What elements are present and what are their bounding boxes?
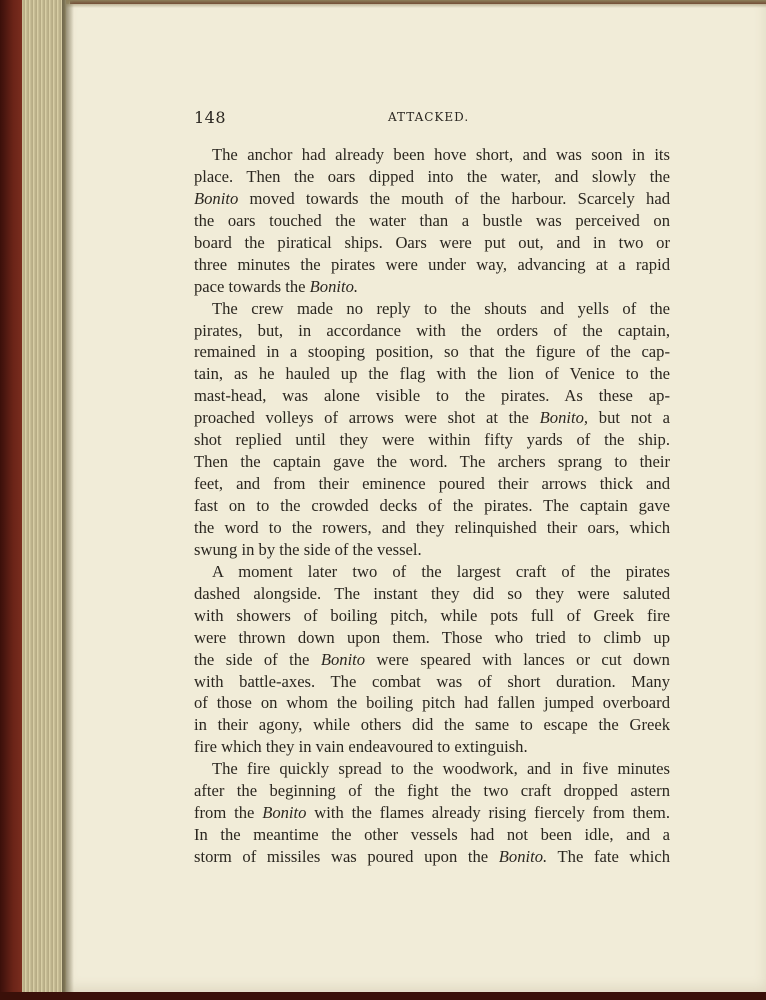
text-segment: in their agony, while others did the same to escape the Greek (194, 715, 670, 735)
text-segment: the oars touched the water than a bustle was perceived on (194, 210, 670, 230)
text-line (194, 846, 670, 868)
text-segment: the word to the rowers, and they relinquished their oars, which (194, 517, 670, 537)
text-segment: proached volleys of arrows were shot at the (194, 408, 540, 428)
text-segment: remained in a stooping position, so that the figure of the cap- (194, 342, 670, 362)
text-line (194, 232, 670, 254)
text-line (194, 517, 670, 539)
text-line (194, 429, 670, 451)
text-line (194, 363, 670, 385)
page-bottom-edge (0, 992, 766, 1000)
text-line (194, 649, 670, 671)
text-segment: storm of missiles was poured upon the (194, 847, 499, 866)
text-line (194, 341, 670, 363)
text-segment: of those on whom the boiling pitch had fallen jumped overboard (194, 693, 670, 713)
running-head: ATTACKED. (388, 110, 470, 124)
text-line (194, 714, 670, 736)
text-segment: pirates, but, in accordance with the orders of the captain, (194, 320, 670, 340)
text-line (194, 144, 670, 166)
italic-ship-name: Bonito (320, 649, 366, 669)
text-line (194, 385, 670, 407)
text-line (194, 802, 670, 824)
text-line (194, 407, 670, 429)
body-text (194, 144, 670, 868)
text-line (194, 824, 670, 846)
text-segment: The crew made no reply to the shouts and yells of the (212, 298, 670, 318)
text-segment: swung in by the side of the vessel. (194, 539, 422, 559)
text-segment: board the piratical ships. Oars were put out, and in two or (194, 232, 670, 252)
text-segment: with showers of boiling pitch, while pots full of Greek fire (194, 605, 670, 625)
text-line (194, 539, 670, 561)
text-line (194, 692, 670, 714)
text-line (194, 254, 670, 276)
text-segment: tain, as he hauled up the flag with the lion of Venice to the (194, 364, 670, 384)
text-segment: Then the captain gave the word. The archers sprang to their (194, 452, 670, 472)
text-segment: The fate which (547, 847, 670, 866)
gutter-shadow (62, 0, 74, 1000)
text-line (194, 671, 670, 693)
text-line (194, 188, 670, 210)
italic-ship-name: Bonito. (498, 847, 548, 866)
text-segment: with the flames already rising fiercely from them. (306, 803, 670, 823)
text-line (194, 605, 670, 627)
text-segment: with battle-axes. The combat was of short duration. Many (194, 671, 670, 691)
text-segment: dashed alongside. The instant they did so they were saluted (194, 583, 670, 603)
text-line (194, 451, 670, 473)
text-segment: shot replied until they were within fifty yards of the ship. (194, 430, 670, 450)
text-segment: The fire quickly spread to the woodwork, and in five minutes (212, 759, 670, 779)
text-line (194, 166, 670, 188)
italic-ship-name: Bonito (262, 803, 307, 823)
text-segment: fast on to the crowded decks of the pirates. The captain gave (194, 496, 670, 515)
text-segment: pace towards the (194, 276, 310, 296)
text-segment: but not a (588, 408, 670, 428)
text-segment: A moment later two of the largest craft of the pirates (212, 561, 670, 581)
text-line (194, 473, 670, 495)
text-line (194, 495, 670, 517)
text-line (194, 276, 670, 298)
text-segment: moved towards the mouth of the harbour. Scarcely had (238, 188, 670, 208)
page-number: 148 (194, 108, 227, 127)
text-line (194, 320, 670, 342)
text-segment: the side of the (194, 649, 321, 669)
italic-ship-name: Bonito, (539, 408, 589, 428)
text-line (194, 298, 670, 320)
book-cover-edge (0, 0, 22, 1000)
text-line (194, 583, 670, 605)
text-segment: were speared with lances or cut down (365, 649, 670, 669)
text-segment: The anchor had already been hove short, and was soon in its (212, 145, 670, 164)
page-header (194, 108, 670, 132)
text-segment: from the (194, 803, 263, 823)
text-segment: after the beginning of the fight the two craft dropped astern (194, 781, 670, 801)
italic-ship-name: Bonito (194, 188, 239, 208)
text-line (194, 758, 670, 780)
italic-ship-name: Bonito. (309, 276, 359, 296)
text-line (194, 736, 670, 758)
text-segment: mast-head, was alone visible to the pirates. As these ap- (194, 386, 670, 406)
text-line (194, 210, 670, 232)
text-line (194, 627, 670, 649)
text-line (194, 561, 670, 583)
text-segment: place. Then the oars dipped into the water, and slowly the (194, 166, 670, 186)
text-segment: In the meantime the other vessels had not been idle, and a (194, 825, 670, 845)
text-line (194, 780, 670, 802)
text-segment: three minutes the pirates were under way, advancing at a rapid (194, 254, 670, 274)
page-top-shadow (66, 0, 766, 8)
text-segment: fire which they in vain endeavoured to extinguish. (194, 737, 528, 757)
text-segment: were thrown down upon them. Those who tried to climb up (194, 627, 670, 647)
text-segment: feet, and from their eminence poured their arrows thick and (194, 474, 670, 494)
